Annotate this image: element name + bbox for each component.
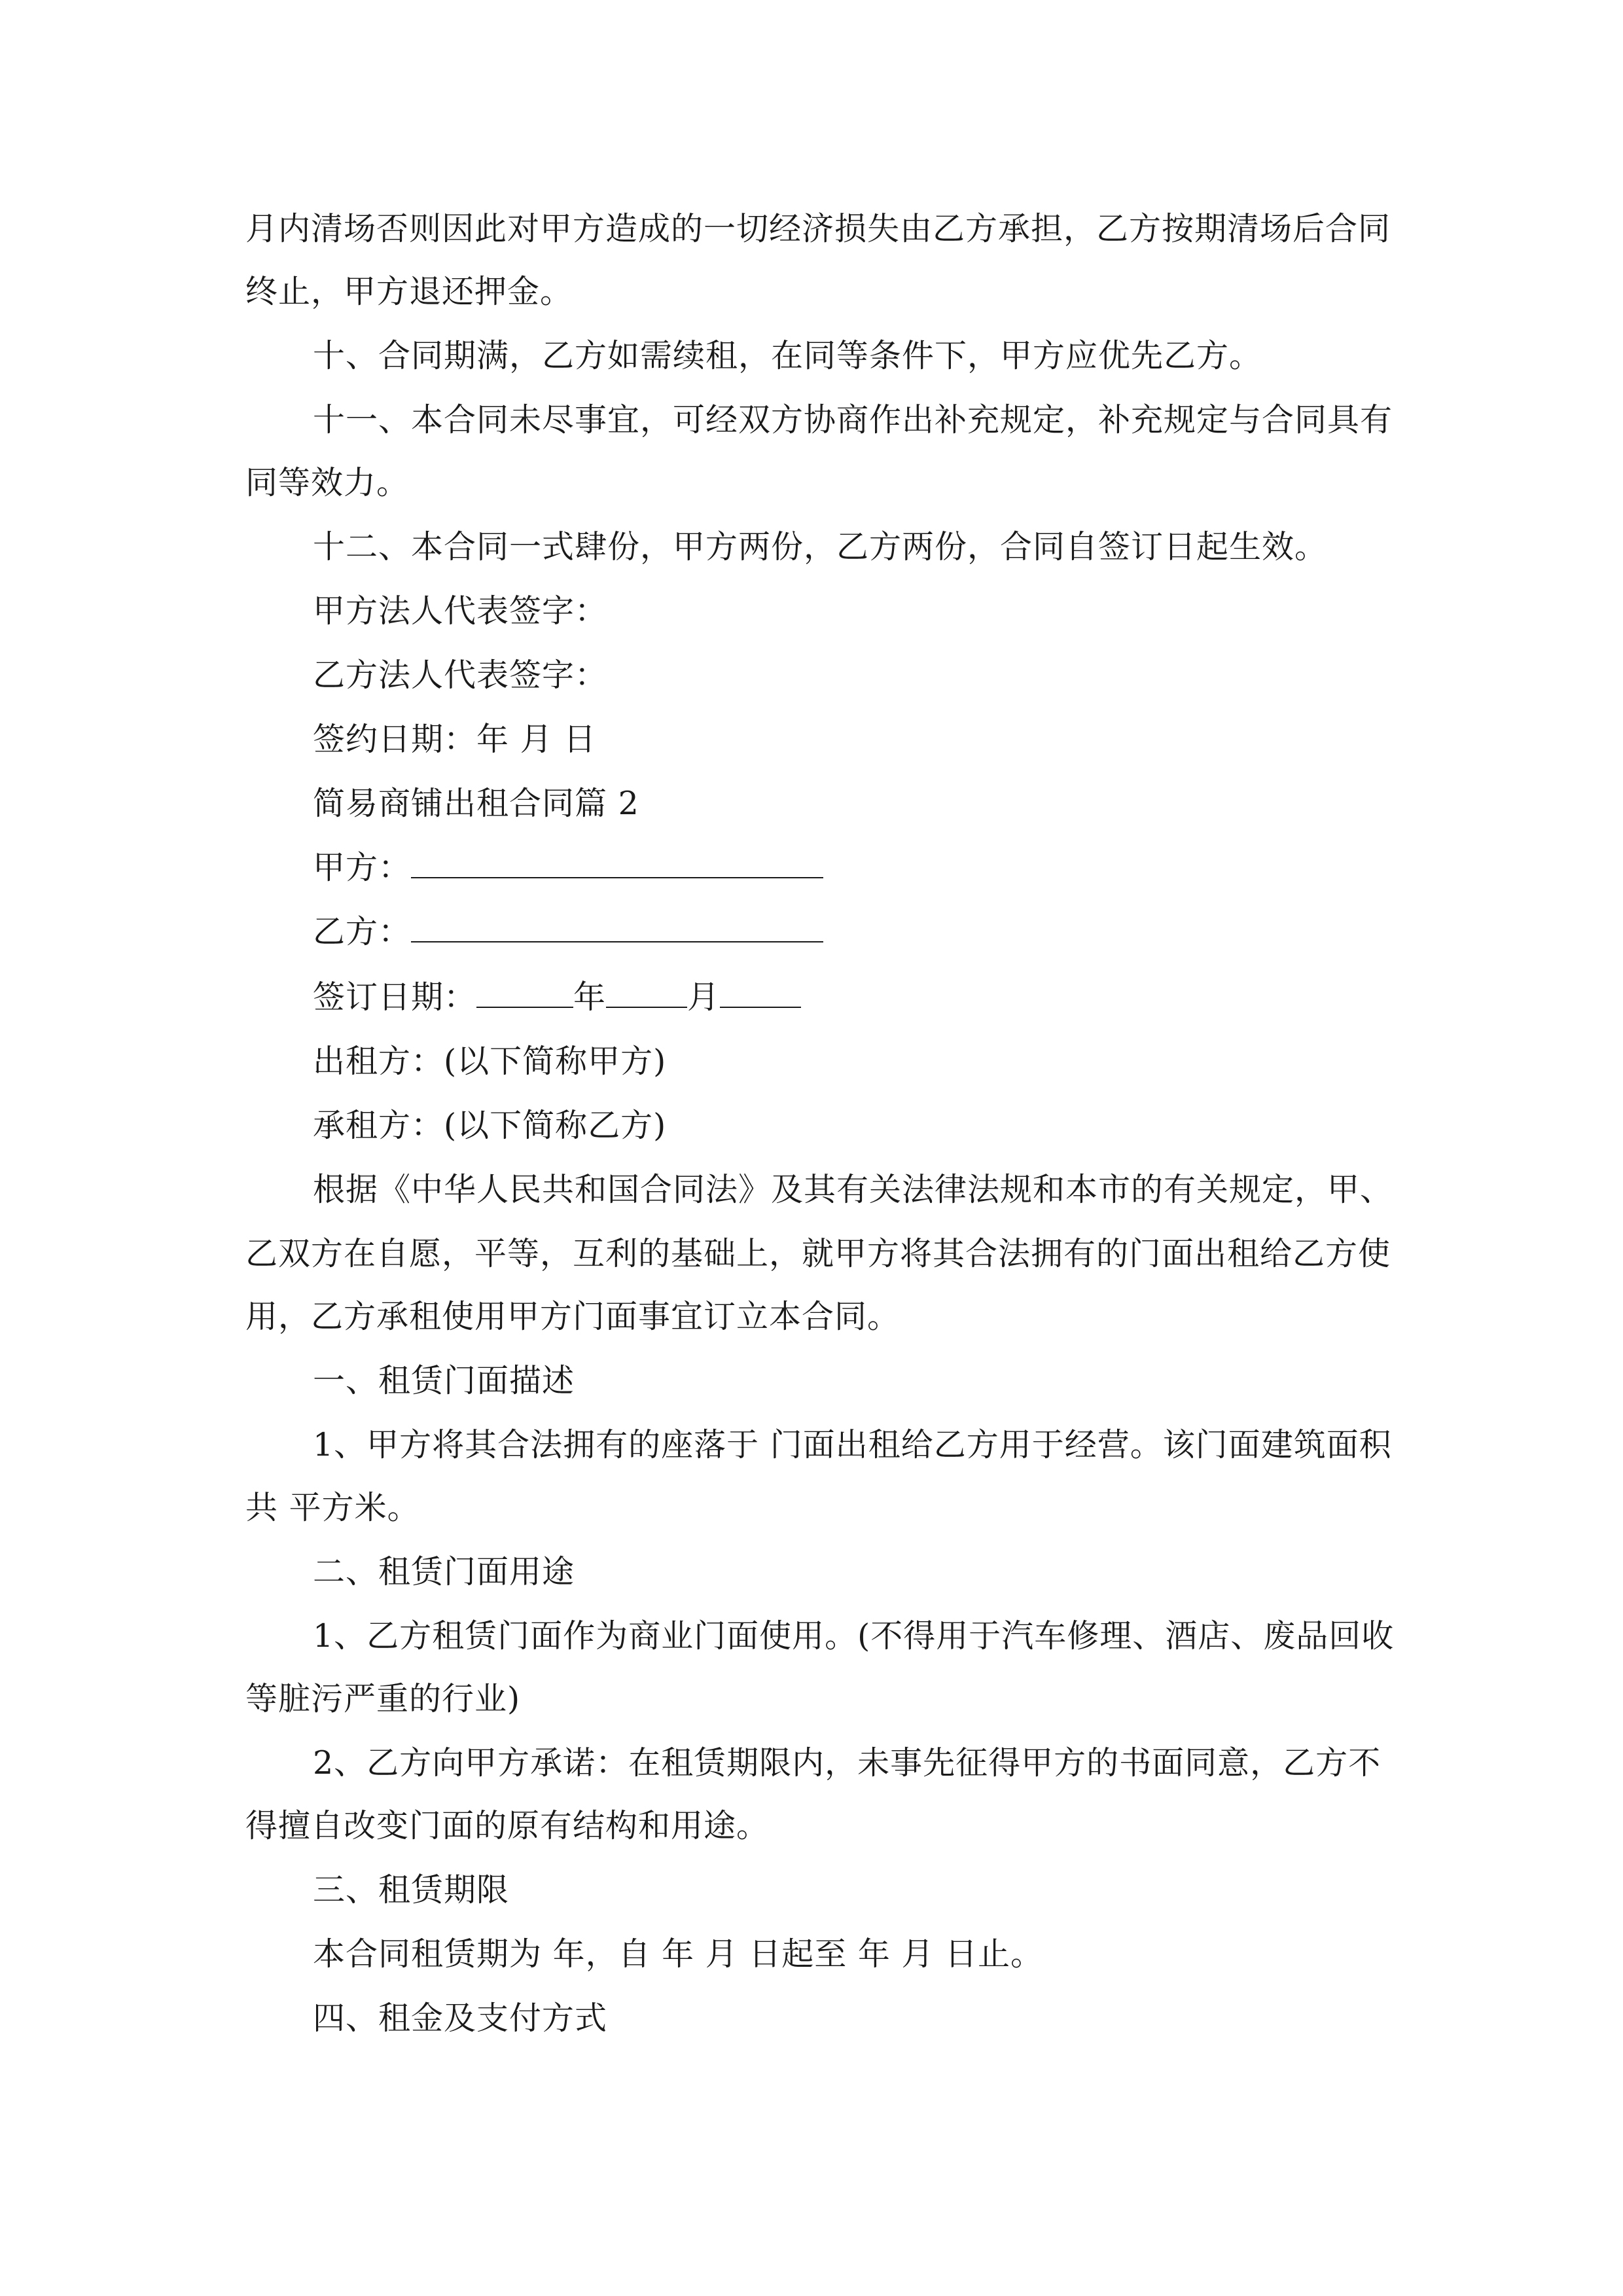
year-blank-line (476, 980, 573, 1008)
heading-1: 一、租赁门面描述 (313, 1362, 575, 1399)
party-a-signature: 甲方法人代表签字： (313, 592, 608, 630)
lessee-line: 承租方：(以下简称乙方) (313, 1107, 667, 1144)
paragraph-line: 终止，甲方退还押金。 (245, 273, 573, 310)
signing-date: 签约日期：年 月 日 (313, 721, 597, 758)
year-label: 年 (573, 978, 607, 1016)
party-b-blank-line (411, 915, 823, 942)
clause-10: 十、合同期满，乙方如需续租，在同等条件下，甲方应优先乙方。 (313, 337, 1262, 374)
clause-11-line: 同等效力。 (245, 464, 410, 501)
lessor-line: 出租方：(以下简称甲方) (313, 1043, 667, 1080)
sign-date-field (313, 977, 1465, 1018)
item-2-1-line: 1、乙方租赁门面作为商业门面使用。(不得用于汽车修理、酒店、废品回收 (313, 1617, 1395, 1655)
item-2-2-line: 2、乙方向甲方承诺：在租赁期限内，未事先征得甲方的书面同意，乙方不 (313, 1744, 1382, 1782)
sign-date-label: 签订日期： (313, 978, 477, 1016)
heading-4: 四、租金及支付方式 (313, 2000, 608, 2037)
item-2-1-line: 等脏污严重的行业) (245, 1680, 521, 1717)
clause-12: 十二、本合同一式肆份，甲方两份，乙方两份，合同自签订日起生效。 (313, 528, 1328, 565)
preamble-line: 乙双方在自愿，平等，互利的基础上，就甲方将其合法拥有的门面出租给乙方使 (245, 1235, 1391, 1272)
party-a-label: 甲方： (313, 849, 412, 886)
clause-11-line: 十一、本合同未尽事宜，可经双方协商作出补充规定，补充规定与合同具有 (313, 401, 1393, 439)
party-a-field (313, 847, 1465, 889)
preamble-line: 用，乙方承租使用甲方门面事宜订立本合同。 (245, 1298, 901, 1335)
party-b-field (313, 911, 1465, 953)
party-b-signature: 乙方法人代表签字： (313, 656, 608, 694)
preamble-line: 根据《中华人民共和国合同法》及其有关法律法规和本市的有关规定，甲、 (313, 1171, 1393, 1208)
section-title: 简易商铺出租合同篇 2 (313, 785, 639, 822)
day-blank-line (720, 980, 801, 1008)
heading-3: 三、租赁期限 (313, 1871, 510, 1909)
item-1-1-line: 共 平方米。 (245, 1489, 420, 1526)
term-text: 本合同租赁期为 年，自 年 月 日起至 年 月 日止。 (313, 1935, 1044, 1973)
party-a-blank-line (411, 851, 823, 878)
month-blank-line (606, 980, 687, 1008)
heading-2: 二、租赁门面用途 (313, 1553, 575, 1590)
month-label: 月 (687, 978, 721, 1016)
party-b-label: 乙方： (313, 913, 412, 950)
item-1-1-line: 1、甲方将其合法拥有的座落于 门面出租给乙方用于经营。该门面建筑面积 (313, 1426, 1392, 1463)
paragraph-line: 月内清场否则因此对甲方造成的一切经济损失由乙方承担，乙方按期清场后合同 (245, 210, 1391, 247)
item-2-2-line: 得擅自改变门面的原有结构和用途。 (245, 1807, 770, 1844)
